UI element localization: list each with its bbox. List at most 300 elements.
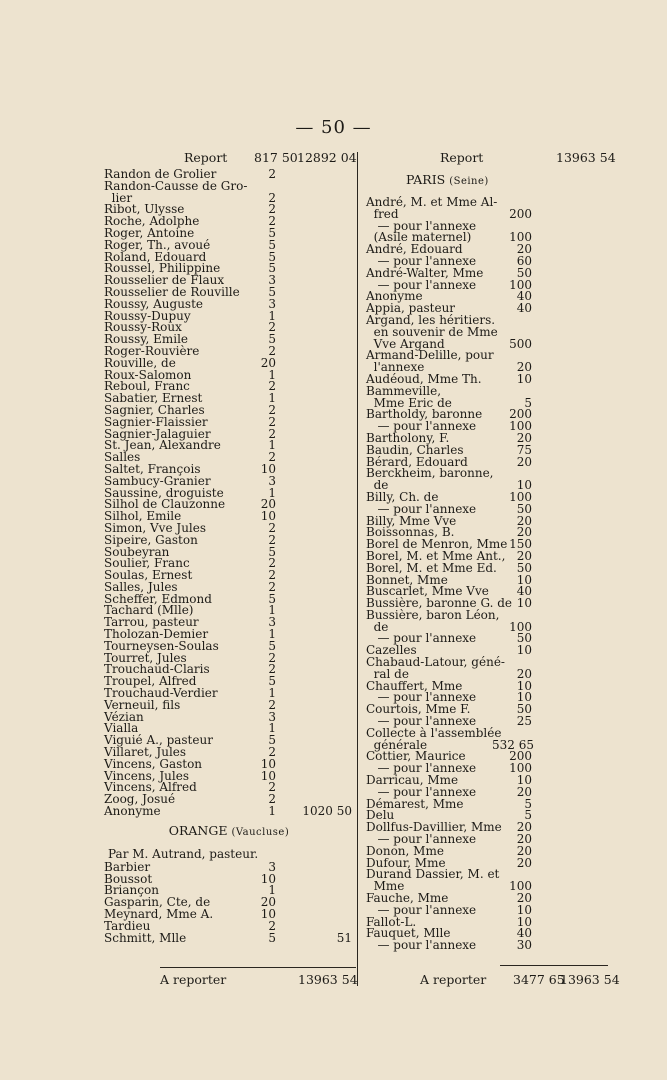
page-number: — 50 — (295, 117, 372, 138)
entry-amount: 5 (268, 225, 276, 240)
entry-name: Ribot, Ulysse (104, 202, 185, 217)
list-item (104, 463, 354, 475)
entry-name: Reboul, Franc (104, 379, 190, 394)
entry-amount: 5 (268, 638, 276, 653)
entry-name: Borel, M. et Mme Ed. (366, 560, 497, 575)
entry-amount: 2 (268, 202, 276, 217)
entry-amount: 10 (516, 773, 532, 788)
entry-amount: 20 (516, 820, 532, 835)
list-item (104, 345, 354, 357)
left-report-label: Report (184, 150, 228, 165)
entry-name: (Asile maternel) (366, 230, 472, 245)
entry-amount: 2 (268, 532, 276, 547)
entry-amount: 3 (268, 296, 276, 311)
entry-amount: 5 (268, 261, 276, 276)
entry-name: Sagnier-Jalaguier (104, 426, 211, 441)
entry-amount: 100 (509, 419, 532, 434)
entry-amount: 10 (260, 756, 276, 771)
entry-amount: 5 (524, 808, 532, 823)
list-item (366, 267, 610, 279)
entry-name: Roussy, Auguste (104, 296, 204, 311)
list-item (104, 711, 354, 723)
entry-amount: 5 (268, 930, 276, 945)
entry-name: — pour l'annexe (366, 218, 477, 233)
entry-amount: 1 (268, 391, 276, 406)
entry-amount: 10 (260, 871, 276, 886)
entry-amount: 50 (516, 560, 532, 575)
right-report-label: Report (440, 150, 484, 165)
entry-name: Schmitt, Mlle (104, 930, 187, 945)
entry-name: Rousselier de Flaux (104, 273, 225, 288)
entry-amount: 10 (516, 914, 532, 929)
list-item (104, 227, 354, 239)
entry-amount: 100 (509, 619, 532, 634)
orange-region: (Vaucluse) (231, 826, 290, 838)
entry-name: Boissonnas, B. (366, 525, 455, 540)
entry-amount: 20 (516, 548, 532, 563)
paris-section-title (366, 172, 610, 190)
entry-amount: 5 (268, 237, 276, 252)
entry-name: André, Edouard (366, 242, 463, 257)
entry-name: Roger-Rouvière (104, 343, 200, 358)
entry-name: Démarest, Mme (366, 796, 464, 811)
entry-name: Villaret, Jules (104, 745, 187, 760)
entry-amount: 50 (516, 631, 532, 646)
entry-amount: 2 (268, 167, 276, 181)
entry-name: de (366, 619, 389, 634)
entry-name: Sagnier, Charles (104, 402, 205, 417)
entry-amount: 50 (516, 702, 532, 717)
entry-name: Courtois, Mme F. (366, 702, 471, 717)
right-footer-value-1: 3477 65 (513, 972, 565, 987)
entry-name: André, M. et Mme Al- (366, 195, 498, 209)
entry-name: Roland, Edouard (104, 249, 207, 264)
entry-name: Borel de Menron, Mme (366, 537, 508, 552)
entry-total: 1020 50 (302, 804, 352, 819)
left-footer-value: 13963 54 (298, 972, 358, 987)
entry-amount: 20 (516, 525, 532, 540)
entry-name: de (366, 478, 389, 493)
list-item (104, 475, 354, 487)
list-item (366, 786, 610, 798)
column-divider (357, 152, 358, 986)
list-item (104, 920, 354, 932)
entry-name: Bammeville, (366, 383, 442, 398)
entry-name: — pour l'annexe (366, 784, 477, 799)
entry-name: Vincens, Gaston (104, 756, 203, 771)
entry-name: Roger, Antoine (104, 225, 195, 240)
entry-amount: 2 (268, 650, 276, 665)
entry-amount: 2 (268, 450, 276, 465)
left-entries (104, 168, 354, 817)
footer-rule-right (500, 965, 608, 966)
entry-total: 51 (336, 930, 352, 945)
entry-amount: 2 (268, 745, 276, 760)
entry-name: Collecte à l'assemblée (366, 725, 502, 740)
entry-name: Delu (366, 808, 395, 823)
entry-name: Sagnier-Flaissier (104, 414, 208, 429)
list-item (366, 208, 610, 220)
entry-name: Argand, les héritiers. (366, 312, 496, 327)
list-item (104, 932, 354, 944)
entry-amount: 20 (260, 895, 276, 910)
list-item (104, 404, 354, 416)
list-item (366, 255, 610, 267)
entry-amount: 10 (516, 690, 532, 705)
entry-amount: 20 (516, 843, 532, 858)
entry-amount: 1 (268, 686, 276, 701)
entry-amount: 5 (268, 284, 276, 299)
entry-name: André-Walter, Mme (366, 265, 484, 280)
list-item (104, 522, 354, 534)
entry-amount: 150 (509, 537, 532, 552)
entry-amount: 532 65 (492, 737, 534, 752)
entry-amount: 10 (260, 907, 276, 922)
entry-amount: 5 (524, 796, 532, 811)
entry-amount: 50 (516, 265, 532, 280)
left-report-value-1: 817 50 (254, 150, 298, 165)
left-column (104, 150, 357, 945)
entry-amount: 2 (268, 520, 276, 535)
entry-name: Soulier, Franc (104, 556, 190, 571)
entry-name: Tourret, Jules (104, 650, 187, 665)
list-item (366, 503, 610, 515)
entry-name: Fauquet, Mlle (366, 926, 451, 941)
entry-amount: 200 (509, 407, 532, 422)
paris-region: (Seine) (449, 176, 489, 187)
entry-amount: 10 (260, 509, 276, 524)
entry-amount: 1 (268, 485, 276, 500)
entry-amount: 2 (268, 414, 276, 429)
entry-name: Saltet, François (104, 461, 201, 476)
entry-name: Gasparin, Cte, de (104, 895, 211, 910)
entry-name: Roger, Th., avoué (104, 237, 211, 252)
entry-name: Cottier, Maurice (366, 749, 466, 764)
entry-amount: 2 (268, 780, 276, 795)
entry-amount: 5 (268, 674, 276, 689)
entry-name: Tarrou, pasteur (104, 615, 199, 630)
right-footer-label: A reporter (420, 972, 487, 987)
entry-name: Buscarlet, Mme Vve (366, 584, 489, 599)
entry-name: Viguié A., pasteur (104, 733, 213, 748)
entry-amount: 40 (516, 301, 532, 316)
entry-name: Tourneysen-Soulas (104, 638, 219, 653)
entry-name: Bartholony, F. (366, 430, 450, 445)
entry-amount: 100 (509, 230, 532, 245)
entry-name: Anonyme (104, 804, 161, 819)
entry-amount: 20 (516, 855, 532, 870)
entry-name: Sipeire, Gaston (104, 532, 198, 547)
entry-name: — pour l'annexe (366, 761, 477, 776)
list-item (104, 298, 354, 310)
orange-section-title (104, 823, 354, 841)
entry-amount: 2 (268, 579, 276, 594)
list-item (366, 845, 610, 857)
entry-amount: 10 (260, 461, 276, 476)
entry-amount: 2 (268, 426, 276, 441)
entry-name: Durand Dassier, M. et (366, 867, 500, 882)
entry-name: Baudin, Charles (366, 442, 464, 457)
list-item (366, 727, 610, 739)
list-item (104, 861, 354, 873)
entry-amount: 10 (516, 643, 532, 658)
entry-amount: 20 (260, 355, 276, 370)
list-item (104, 239, 354, 251)
entry-amount: 200 (509, 206, 532, 221)
entry-amount: 20 (516, 454, 532, 469)
list-item (104, 758, 354, 770)
entry-amount: 1 (268, 721, 276, 736)
entry-amount: 2 (268, 556, 276, 571)
entry-amount: 50 (516, 501, 532, 516)
entry-amount: 1 (268, 804, 276, 819)
entry-name: Tholozan-Demier (104, 627, 209, 642)
entry-name: — pour l'annexe (366, 938, 477, 953)
entry-amount: 2 (268, 320, 276, 335)
list-item (366, 373, 610, 385)
entry-amount: 100 (509, 277, 532, 292)
entry-name: Sabatier, Ernest (104, 391, 203, 406)
entry-amount: 30 (516, 938, 532, 953)
entry-name: Scheffer, Edmond (104, 591, 212, 606)
entry-amount: 1 (268, 603, 276, 618)
entry-name: Soubeyran (104, 544, 170, 559)
list-item (366, 314, 610, 326)
entry-name: Randon-Causse de Gro- (104, 178, 248, 193)
entry-name: Dufour, Mme (366, 855, 446, 870)
entry-name: Bonnet, Mme (366, 572, 448, 587)
entry-amount: 10 (516, 371, 532, 386)
entry-amount: 5 (524, 395, 532, 410)
list-item (104, 581, 354, 593)
list-item (366, 444, 610, 456)
entry-name: Roux-Salomon (104, 367, 192, 382)
orange-title: ORANGE (168, 822, 228, 838)
entry-amount: 2 (268, 214, 276, 229)
entry-amount: 1 (268, 438, 276, 453)
left-report-row (104, 150, 357, 166)
entry-name: Tardieu (104, 918, 151, 933)
entry-amount: 10 (516, 902, 532, 917)
entry-amount: 5 (268, 249, 276, 264)
entry-amount: 20 (516, 891, 532, 906)
entry-name: Trouchaud-Verdier (104, 686, 218, 701)
orange-entries (104, 861, 354, 944)
list-item (104, 286, 354, 298)
entry-name: Verneuil, fils (104, 697, 181, 712)
entry-name: Berckheim, baronne, (366, 466, 494, 481)
entry-name: Briançon (104, 883, 159, 898)
entry-name: Tachard (Mlle) (104, 603, 194, 618)
right-report-value: 13963 54 (556, 150, 616, 165)
entry-amount: 75 (516, 442, 532, 457)
entry-amount: 40 (516, 289, 532, 304)
entry-name: Boussot (104, 871, 153, 886)
entry-amount: 1 (268, 308, 276, 323)
entry-amount: 2 (268, 662, 276, 677)
entry-name: Roussy, Emile (104, 332, 189, 347)
entry-name: Vézian (104, 709, 144, 724)
list-item (366, 668, 610, 680)
entry-name: Rouville, de (104, 355, 176, 370)
entry-amount: 100 (509, 879, 532, 894)
entry-name: Silhol, Emile (104, 509, 182, 524)
entry-name: Bérard, Edouard (366, 454, 468, 469)
entry-amount: 1 (268, 627, 276, 642)
list-item (104, 805, 354, 817)
entry-amount: 20 (516, 360, 532, 375)
entry-amount: 20 (516, 242, 532, 257)
entry-amount: 10 (516, 678, 532, 693)
list-item (366, 798, 610, 810)
entry-name: fred (366, 206, 399, 221)
entry-amount: 5 (268, 733, 276, 748)
entry-amount: 2 (268, 343, 276, 358)
entry-name: Trouchaud-Claris (104, 662, 210, 677)
entry-name: Salles (104, 450, 141, 465)
entry-name: Roussy-Roux (104, 320, 182, 335)
entry-name: Anonyme (366, 289, 423, 304)
entry-name: Simon, Vve Jules (104, 520, 207, 535)
entry-amount: 2 (268, 402, 276, 417)
entry-amount: 40 (516, 584, 532, 599)
entry-name: l'annexe (366, 360, 425, 375)
entry-name: Audéoud, Mme Th. (366, 371, 482, 386)
entry-amount: 2 (268, 190, 276, 205)
entry-name: Randon de Grolier (104, 167, 217, 181)
left-report-value-2: 12892 04 (297, 150, 357, 165)
entry-name: Dollfus-Davillier, Mme (366, 820, 502, 835)
entry-amount: 20 (516, 666, 532, 681)
list-item (366, 467, 610, 479)
entry-amount: 3 (268, 615, 276, 630)
entry-name: Billy, Mme Vve (366, 513, 457, 528)
entry-name: Saussine, droguiste (104, 485, 224, 500)
entry-name: Vve Argand (366, 336, 445, 351)
entry-name: Bussière, baronne G. de (366, 596, 513, 611)
entry-name: Appia, pasteur (366, 301, 456, 316)
entry-amount: 2 (268, 697, 276, 712)
entry-name: Vincens, Jules (104, 768, 189, 783)
orange-subheading: Par M. Autrand, pasteur. (108, 846, 259, 861)
entry-name: Chauffert, Mme (366, 678, 463, 693)
list-item (366, 562, 610, 574)
entry-amount: 5 (268, 544, 276, 559)
entry-name: Mme (366, 879, 405, 894)
list-item (104, 699, 354, 711)
entry-amount: 10 (260, 768, 276, 783)
list-item (366, 326, 610, 338)
entry-name: Roche, Adolphe (104, 214, 200, 229)
entry-name: Barbier (104, 859, 151, 874)
right-column (366, 150, 616, 953)
list-item (366, 939, 610, 951)
list-item (104, 416, 354, 428)
entry-amount: 5 (268, 591, 276, 606)
list-item (104, 357, 354, 369)
entry-name: — pour l'annexe (366, 902, 477, 917)
entry-amount: 25 (516, 714, 532, 729)
entry-amount: 20 (516, 784, 532, 799)
list-item (366, 904, 610, 916)
entry-amount: 200 (509, 749, 532, 764)
entry-name: Cazelles (366, 643, 417, 658)
entry-amount: 3 (268, 709, 276, 724)
entry-name: Roussy-Dupuy (104, 308, 191, 323)
entry-amount: 2 (268, 568, 276, 583)
entry-name: Sambucy-Granier (104, 473, 211, 488)
entry-amount: 20 (516, 430, 532, 445)
entry-name: Bartholdy, baronne (366, 407, 483, 422)
entry-amount: 2 (268, 379, 276, 394)
entry-amount: 20 (516, 513, 532, 528)
list-item (366, 609, 610, 621)
left-footer-label: A reporter (160, 972, 227, 987)
entry-name: Borel, M. et Mme Ant., (366, 548, 506, 563)
entry-name: Meynard, Mme A. (104, 907, 214, 922)
entry-name: Roussel, Philippine (104, 261, 221, 276)
entry-name: — pour l'annexe (366, 419, 477, 434)
entry-name: Bussière, baron Léon, (366, 607, 500, 622)
right-entries (366, 196, 610, 951)
entry-amount: 60 (516, 253, 532, 268)
entry-amount: 40 (516, 926, 532, 941)
entry-amount: 100 (509, 489, 532, 504)
entry-name: — pour l'annexe (366, 832, 477, 847)
entry-name: — pour l'annexe (366, 253, 477, 268)
entry-name: — pour l'annexe (366, 501, 477, 516)
entry-name: Fallot-L. (366, 914, 417, 929)
entry-amount: 10 (516, 478, 532, 493)
list-item (104, 180, 354, 192)
entry-amount: 20 (260, 497, 276, 512)
entry-name: Armand-Delille, pour (366, 348, 494, 363)
list-item (104, 640, 354, 652)
entry-name: ral de (366, 666, 409, 681)
entry-name: — pour l'annexe (366, 690, 477, 705)
entry-name: Vialla (104, 721, 139, 736)
entry-name: Billy, Ch. de (366, 489, 439, 504)
list-item (366, 196, 610, 208)
entry-name: Donon, Mme (366, 843, 444, 858)
entry-name: Fauche, Mme (366, 891, 449, 906)
entry-name: Darricau, Mme (366, 773, 459, 788)
list-item (366, 432, 610, 444)
entry-amount: 3 (268, 273, 276, 288)
entry-amount: 10 (516, 572, 532, 587)
entry-name: Salles, Jules (104, 579, 178, 594)
entry-amount: 2 (268, 792, 276, 807)
footer-rule-left (160, 967, 356, 968)
list-item (104, 534, 354, 546)
entry-name: Rousselier de Rouville (104, 284, 240, 299)
entry-amount: 20 (516, 832, 532, 847)
entry-amount: 3 (268, 473, 276, 488)
list-item (366, 385, 610, 397)
list-item (366, 550, 610, 562)
entry-name: Zoog, Josué (104, 792, 176, 807)
entry-amount: 1 (268, 367, 276, 382)
entry-amount: 100 (509, 761, 532, 776)
entry-amount: 5 (268, 332, 276, 347)
entry-amount: 2 (268, 918, 276, 933)
entry-amount: 500 (509, 336, 532, 351)
entry-name: Vincens, Alfred (104, 780, 197, 795)
entry-amount: 1 (268, 883, 276, 898)
list-item (366, 491, 610, 503)
entry-name: Silhol de Clauzonne (104, 497, 226, 512)
entry-name: Chabaud-Latour, géné- (366, 655, 505, 670)
